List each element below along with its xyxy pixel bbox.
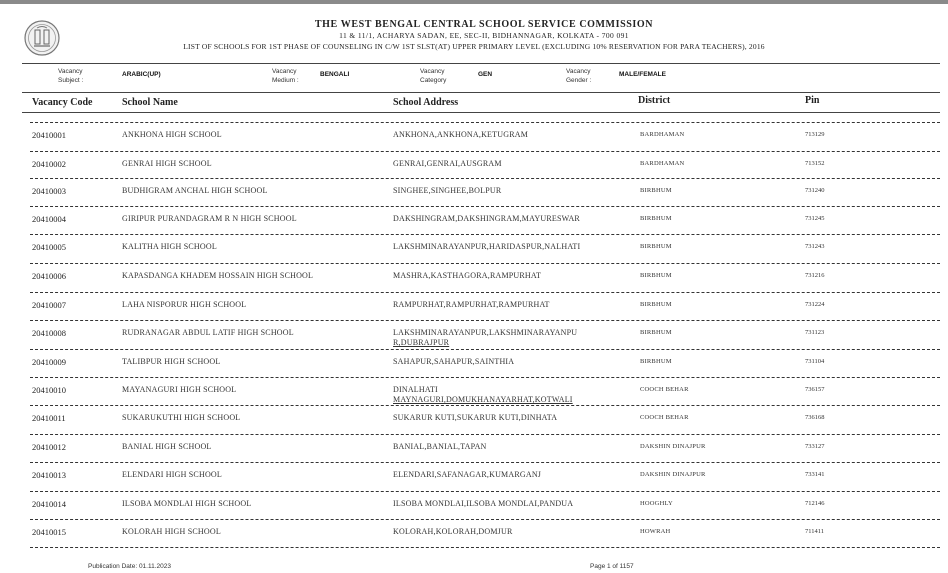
table-row [0,519,948,548]
pin-code: 713152 [805,160,825,167]
district: BIRBHUM [640,215,672,222]
district: BIRBHUM [640,272,672,279]
school-address [393,186,501,196]
school-name: SUKARUKUTHI HIGH SCHOOL [122,413,241,422]
school-address [393,442,487,452]
vacancy-gender-value: MALE/FEMALE [619,71,666,78]
school-name: ILSOBA MONDLAI HIGH SCHOOL [122,499,252,508]
table-row [0,234,948,263]
school-address [393,242,580,252]
vacancy-code: 20410006 [32,271,66,281]
row-divider [30,547,940,548]
school-name: MAYANAGURI HIGH SCHOOL [122,385,237,394]
school-address [393,499,573,509]
school-name: GIRIPUR PURANDAGRAM R N HIGH SCHOOL [122,214,297,223]
school-address [393,271,541,281]
district: COOCH BEHAR [640,414,689,421]
table-row [0,349,948,378]
vacancy-code: 20410015 [32,527,66,537]
commission-address: 11 & 11/1, ACHARYA SADAN, EE, SEC-II, BIDHANNAGAR, KOLKATA - 700 091 [339,31,629,40]
pin-code: 731216 [805,272,825,279]
school-address [393,130,528,140]
pin-code: 736168 [805,414,825,421]
district: HOWRAH [640,528,671,535]
school-name: BUDHIGRAM ANCHAL HIGH SCHOOL [122,186,268,195]
row-divider [30,292,940,293]
district: BARDHAMAN [640,131,685,138]
address-line-1: SUKARUR KUTI,SUKARUR KUTI,DINHATA [393,413,558,422]
row-divider [30,263,940,264]
address-line-1: BANIAL,BANIAL,TAPAN [393,442,487,451]
top-border [0,0,948,4]
address-line-1: LAKSHMINARAYANPUR,HARIDASPUR,NALHATI [393,242,581,251]
col-header-pin: Pin [805,95,820,106]
school-address [393,300,550,310]
row-divider [30,462,940,463]
row-divider [30,519,940,520]
vacancy-code: 20410009 [32,357,66,367]
address-line-1: MASHRA,KASTHAGORA,RAMPURHAT [393,271,542,280]
school-address [393,159,502,169]
school-name: TALIBPUR HIGH SCHOOL [122,357,221,366]
pin-code: 733127 [805,443,825,450]
vacancy-code: 20410004 [32,214,66,224]
vacancy-code: 20410011 [32,413,66,423]
table-row [0,320,948,349]
district: BIRBHUM [640,301,672,308]
table-row [0,462,948,491]
page-number: Page 1 of 1157 [590,563,634,570]
school-name: ELENDARI HIGH SCHOOL [122,470,222,479]
vacancy-code: 20410005 [32,242,66,252]
table-row [0,491,948,520]
school-address [393,413,557,423]
row-divider [30,206,940,207]
pin-code: 711411 [805,528,825,535]
meta-rule [22,92,940,93]
row-divider [30,349,940,350]
address-line-1: DAKSHINGRAM,DAKSHINGRAM,MAYURESWAR [393,214,580,223]
vacancy-code: 20410008 [32,328,66,338]
row-divider [30,320,940,321]
vacancy-code: 20410001 [32,130,66,140]
vacancy-subject-value: ARABIC(UP) [122,71,161,78]
vacancy-code: 20410013 [32,470,66,480]
school-name: ANKHONA HIGH SCHOOL [122,130,222,139]
district: BIRBHUM [640,243,672,250]
vacancy-code: 20410007 [32,300,66,310]
address-line-1: SINGHEE,SINGHEE,BOLPUR [393,186,502,195]
pin-code: 731123 [805,329,825,336]
school-name: LAHA NISPORUR HIGH SCHOOL [122,300,247,309]
school-name: KALITHA HIGH SCHOOL [122,242,217,251]
school-name: BANIAL HIGH SCHOOL [122,442,212,451]
district: BIRBHUM [640,329,672,336]
school-name: KOLORAH HIGH SCHOOL [122,527,221,536]
pin-code: 731240 [805,187,825,194]
row-divider [30,405,940,406]
row-divider [30,377,940,378]
publication-date: Publication Date: 01.11.2023 [88,563,171,570]
school-name: KAPASDANGA KHADEM HOSSAIN HIGH SCHOOL [122,271,314,280]
address-line-1: ELENDARI,SAFANAGAR,KUMARGANJ [393,470,542,479]
address-line-2: MAYNAGURI,DOMUKHANAYARHAT,KOTWALI [393,395,573,404]
table-end [0,547,948,549]
school-address [393,357,514,367]
col-header-district: District [638,95,671,106]
vacancy-code: 20410002 [32,159,66,169]
address-line-1: DINALHATI [393,385,438,394]
pin-code: 733141 [805,471,825,478]
table-row [0,292,948,321]
vacancy-subject-label: Vacancy Subject : [58,68,84,84]
vacancy-medium-label: Vacancy Medium : [272,68,299,84]
pin-code: 731243 [805,243,825,250]
school-address [393,527,513,537]
vacancy-gender-label: Vacancy Gender : [566,68,592,84]
vacancy-medium-value: BENGALI [320,71,350,78]
vacancy-code: 20410010 [32,385,66,395]
vacancy-category-value: GEN [478,71,493,78]
row-divider [30,434,940,435]
pin-code: 713129 [805,131,825,138]
row-divider [30,491,940,492]
district: HOOGHLY [640,500,673,507]
district: DAKSHIN DINAJPUR [640,443,706,450]
address-line-1: ILSOBA MONDLAI,ILSOBA MONDLAI,PANDUA [393,499,574,508]
table-row [0,263,948,292]
column-header-rule [22,112,940,113]
header-rule [22,63,940,64]
row-divider [30,178,940,179]
school-name: RUDRANAGAR ABDUL LATIF HIGH SCHOOL [122,328,294,337]
address-line-1: KOLORAH,KOLORAH,DOMJUR [393,527,513,536]
school-address [393,214,580,224]
school-address [393,328,577,347]
address-line-1: RAMPURHAT,RAMPURHAT,RAMPURHAT [393,300,550,309]
pin-code: 731224 [805,301,825,308]
school-address [393,385,573,404]
district: BIRBHUM [640,358,672,365]
list-subtitle: LIST OF SCHOOLS FOR 1ST PHASE OF COUNSELING IN C/W 1ST SLST(AT) UPPER PRIMARY LEVEL (EXCLUDING 10% RESERVATION FOR PARA TEACHERS), 2016 [183,42,765,51]
address-line-1: LAKSHMINARAYANPUR,LAKSHMINARAYANPU [393,328,578,337]
vacancy-code: 20410003 [32,186,66,196]
address-line-2: R,DUBRAJPUR [393,338,450,347]
vacancy-category-label: Vacancy Category [420,68,447,84]
table-row [0,405,948,434]
vacancy-code: 20410014 [32,499,66,509]
commission-title: THE WEST BENGAL CENTRAL SCHOOL SERVICE COMMISSION [314,19,654,30]
table-row [0,377,948,406]
table-row [0,151,948,180]
row-divider [30,234,940,235]
pin-code: 731245 [805,215,825,222]
table-row [0,206,948,235]
col-header-vacancy-code: Vacancy Code [32,97,93,108]
pin-code: 731104 [805,358,825,365]
address-line-1: ANKHONA,ANKHONA,KETUGRAM [393,130,529,139]
pin-code: 736157 [805,386,825,393]
district: BIRBHUM [640,187,672,194]
table-row [0,178,948,207]
address-line-1: GENRAI,GENRAI,AUSGRAM [393,159,502,168]
table-row [0,434,948,463]
school-address [393,470,541,480]
table-row [0,122,948,151]
school-name: GENRAI HIGH SCHOOL [122,159,212,168]
district: BARDHAMAN [640,160,685,167]
address-line-1: SAHAPUR,SAHAPUR,SAINTHIA [393,357,515,366]
row-divider [30,122,940,123]
vacancy-code: 20410012 [32,442,66,452]
district: COOCH BEHAR [640,386,689,393]
row-divider [30,151,940,152]
col-header-school-address: School Address [393,97,459,108]
col-header-school-name: School Name [122,97,178,108]
district: DAKSHIN DINAJPUR [640,471,706,478]
pin-code: 712146 [805,500,825,507]
